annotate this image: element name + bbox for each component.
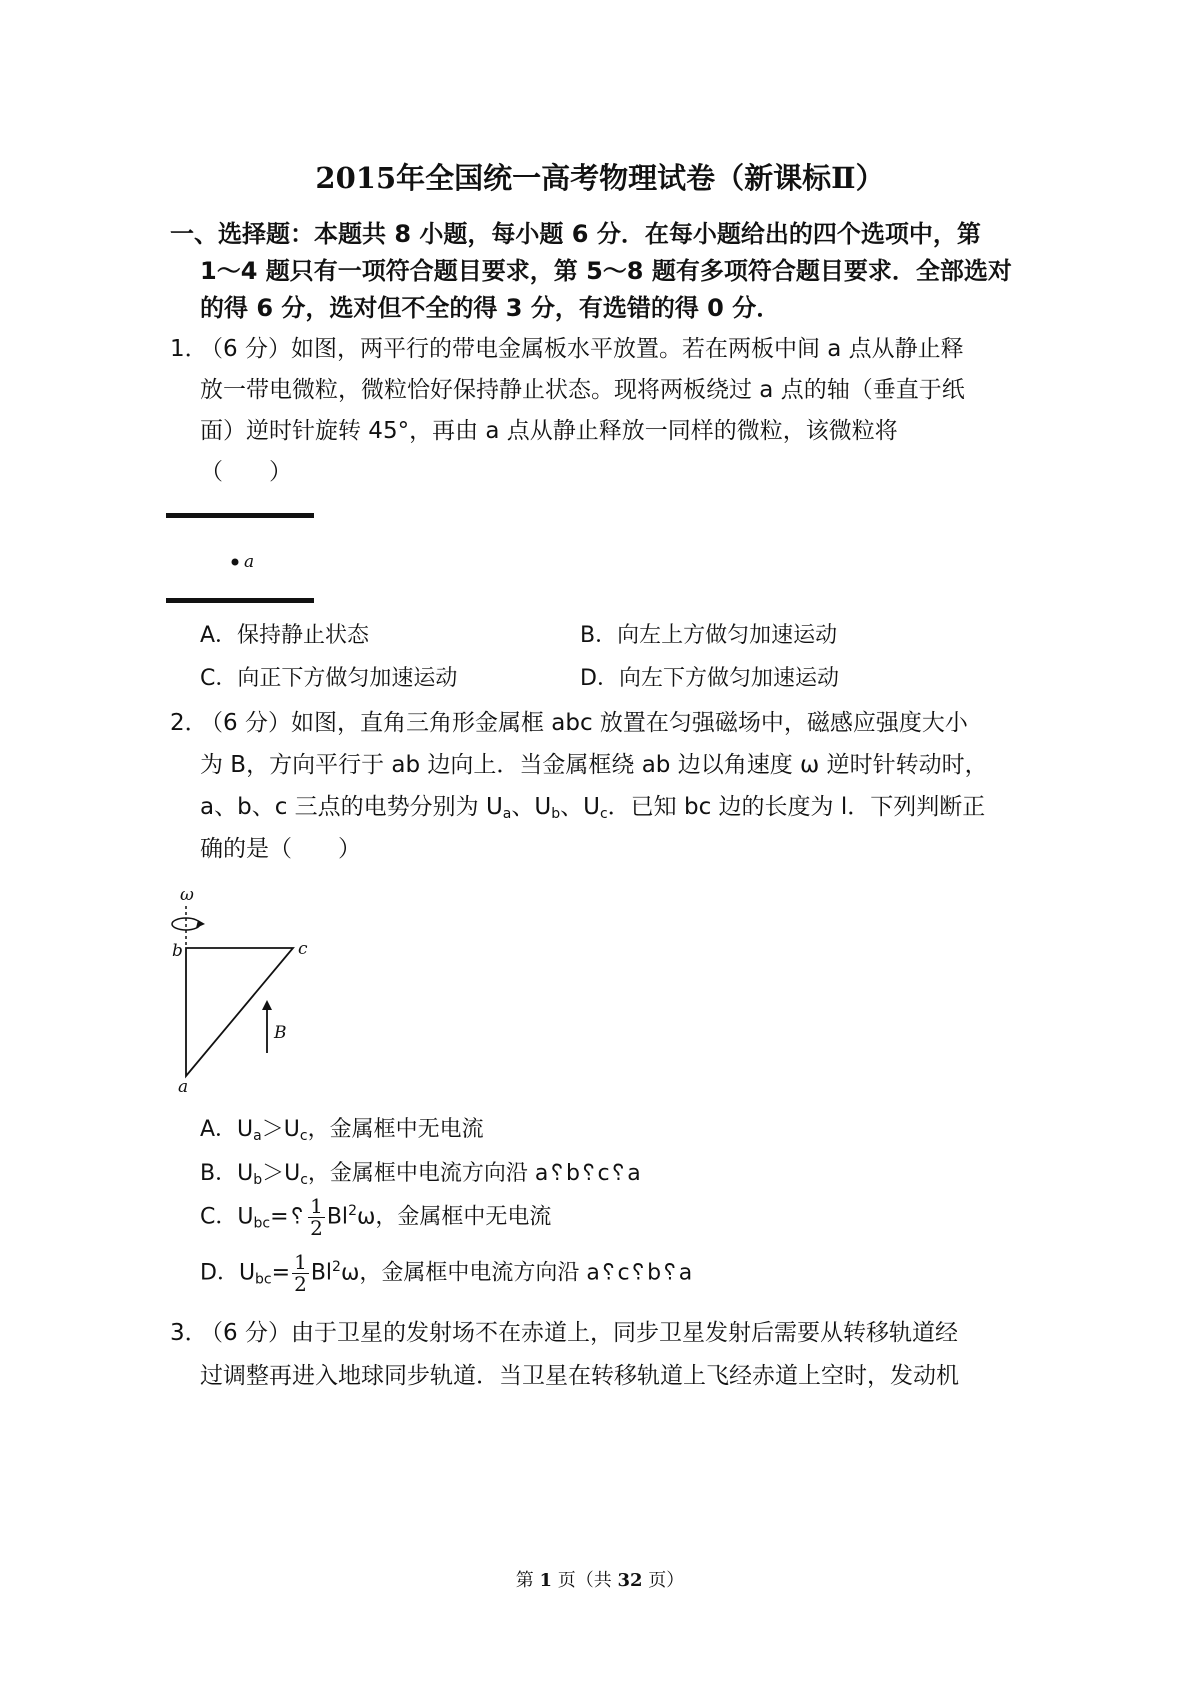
vertex-c-label: c [298, 939, 308, 959]
upper-plate [166, 513, 314, 518]
q1-figure-plates [160, 505, 320, 610]
q3-line-2: 过调整再进入地球同步轨道．当卫星在转移轨道上飞经赤道上空时，发动机 [200, 1363, 959, 1389]
q3-number: 3． [170, 1320, 208, 1346]
q1-line-3: 面）逆时针旋转 45°，再由 a 点从静止释放一同样的微粒，该微粒将 [200, 418, 898, 444]
omega-label: ω [180, 885, 194, 905]
q2-line-3: a、b、c 三点的电势分别为 $U_a$、$U_b$、$U_c$．已知 bc 边的长度为 l．下列判断正 [200, 794, 986, 822]
lower-plate [166, 598, 314, 603]
point-a-label: a [244, 552, 255, 572]
fraction-one-half: $\frac{1}{2}$ [294, 1250, 307, 1296]
q2-option-d: D．$U_{bc}=$ $\frac{1}{2}$ Bl$^2$ω，金属框中电流方向沿 a␦c␦b␦a [200, 1250, 693, 1296]
q1-option-b: B．向左上方做匀加速运动 [580, 623, 838, 648]
q2-line-2: 为 B，方向平行于 ab 边向上．当金属框绕 ab 边以角速度 ω 逆时针转动时， [200, 752, 988, 778]
q1-line-1: （6 分）如图，两平行的带电金属板水平放置。若在两板中间 a 点从静止释 [200, 336, 964, 362]
vertex-b-label: b [172, 941, 183, 961]
vertex-a-label: a [178, 1077, 189, 1093]
q1-option-a: A．保持静止状态 [200, 623, 370, 648]
q2-number: 2． [170, 710, 208, 736]
fraction-one-half: $\frac{1}{2}$ [310, 1194, 323, 1240]
triangle-frame [186, 948, 293, 1076]
q2-line-4: 确的是（ ） [200, 836, 361, 862]
q3-line-1: （6 分）由于卫星的发射场不在赤道上，同步卫星发射后需要从转移轨道经 [200, 1320, 958, 1346]
q1-number: 1． [170, 336, 208, 362]
section-heading-line-2: 1～4 题只有一项符合题目要求，第 5～8 题有多项符合题目要求．全部选对 [200, 257, 1012, 285]
point-a [232, 559, 239, 566]
q1-option-d: D．向左下方做匀加速运动 [580, 666, 839, 691]
page-footer: 第 1 页（共 32 页） [515, 1570, 685, 1591]
field-B-label: B [274, 1023, 287, 1043]
q2-option-a: A．$U_a>U_c$，金属框中无电流 [200, 1117, 484, 1144]
q2-line-1: （6 分）如图，直角三角形金属框 abc 放置在匀强磁场中，磁感应强度大小 [200, 710, 968, 736]
q1-line-2: 放一带电微粒，微粒恰好保持静止状态。现将两板绕过 a 点的轴（垂直于纸 [200, 377, 965, 403]
page-title: 2015年全国统一高考物理试卷（新课标Ⅱ） [315, 161, 885, 195]
field-arrow-icon [262, 1000, 272, 1010]
q2-figure-triangle [160, 878, 330, 1093]
section-heading-line-3: 的得 6 分，选对但不全的得 3 分，有选错的得 0 分． [200, 294, 781, 322]
section-heading-line-1: 一、选择题：本题共 8 小题，每小题 6 分．在每小题给出的四个选项中，第 [170, 220, 981, 248]
q2-option-c: C．$U_{bc}=␦$ $\frac{1}{2}$ Bl$^2$ω，金属框中无电流 [200, 1194, 552, 1240]
q2-option-b: B．$U_b>U_c$，金属框中电流方向沿 a␦b␦c␦a [200, 1161, 641, 1188]
q1-line-4: （ ） [200, 459, 292, 485]
q1-option-c: C．向正下方做匀加速运动 [200, 666, 458, 691]
